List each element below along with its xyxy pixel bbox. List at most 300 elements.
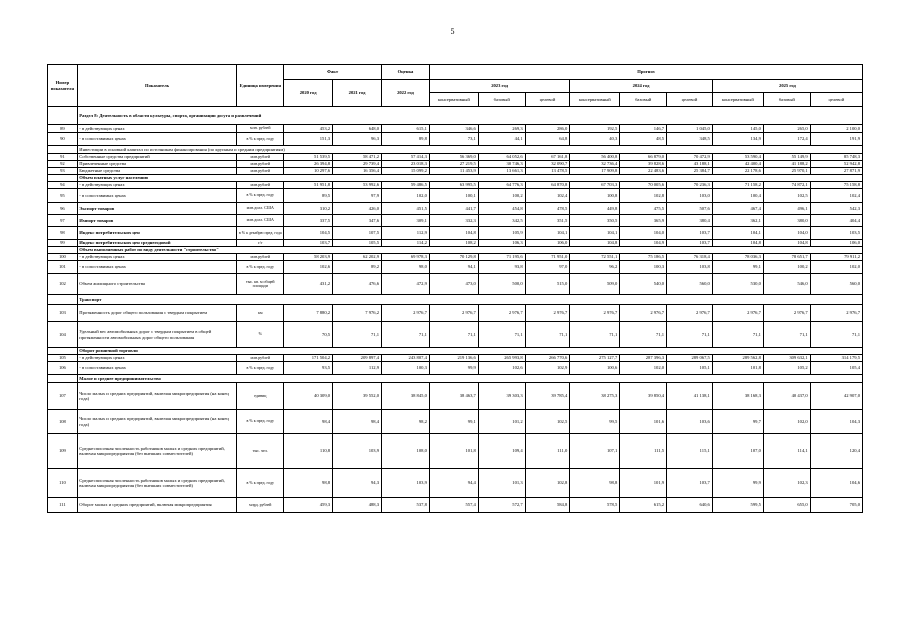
value-cell: 640,6 bbox=[667, 498, 713, 513]
table-row bbox=[48, 469, 863, 498]
unit-cell: млн.долл. США bbox=[237, 215, 284, 227]
value-cell: 103,0 bbox=[667, 189, 713, 203]
value-cell: 78 036,3 bbox=[712, 254, 763, 261]
value-cell: 2 976,7 bbox=[429, 305, 478, 322]
value-cell: 71,1 bbox=[667, 322, 713, 348]
table-row bbox=[48, 125, 863, 133]
value-cell: 102,6 bbox=[284, 261, 333, 274]
value-cell: 23 018,3 bbox=[382, 161, 430, 168]
table-row bbox=[48, 322, 863, 348]
value-cell: 102,9 bbox=[525, 362, 570, 375]
indicator-name: - в действующих ценах bbox=[77, 355, 237, 362]
value-cell: 10 297,6 bbox=[284, 168, 333, 175]
value-cell: 97,9 bbox=[333, 189, 382, 203]
value-cell: 53 992,6 bbox=[333, 182, 382, 189]
value-cell: 26 394,8 bbox=[284, 161, 333, 168]
value-cell: 74 872,1 bbox=[763, 182, 810, 189]
value-cell: 348,5 bbox=[667, 133, 713, 146]
value-cell: 7 880,2 bbox=[284, 305, 333, 322]
value-cell: 380,4 bbox=[667, 215, 713, 227]
value-cell: 93,5 bbox=[284, 362, 333, 375]
row-number: 90 bbox=[48, 133, 78, 146]
table-header bbox=[48, 65, 863, 107]
value-cell: 67 703,3 bbox=[570, 182, 620, 189]
section-title: Объем выполненных работ по виду деятельности "строительство" bbox=[77, 247, 862, 254]
value-cell: 99,9 bbox=[429, 362, 478, 375]
value-cell: 275 127,7 bbox=[570, 355, 620, 362]
value-cell: 655,0 bbox=[763, 498, 810, 513]
table-row bbox=[48, 189, 863, 203]
row-number: 97 bbox=[48, 215, 78, 227]
value-cell: 289 562,8 bbox=[712, 355, 763, 362]
value-cell: 112,9 bbox=[333, 362, 382, 375]
value-cell: 104,5 bbox=[284, 227, 333, 240]
value-cell: 104,9 bbox=[620, 240, 667, 247]
indicator-name: - в действующих ценах bbox=[77, 182, 237, 189]
value-cell: 102,0 bbox=[382, 189, 430, 203]
value-cell: 25 970,1 bbox=[763, 168, 810, 175]
value-cell: 106,0 bbox=[810, 240, 862, 247]
value-cell: 57 414,3 bbox=[382, 154, 430, 161]
value-cell: 478,5 bbox=[525, 203, 570, 215]
value-cell: 99,1 bbox=[429, 410, 478, 434]
value-cell: 584,8 bbox=[525, 498, 570, 513]
value-cell: 380,0 bbox=[763, 215, 810, 227]
value-cell: 13 661,3 bbox=[478, 168, 525, 175]
indicator-name: - в сопоставимых ценах bbox=[77, 133, 237, 146]
row-number: 99 bbox=[48, 240, 78, 247]
value-cell: 104,1 bbox=[570, 227, 620, 240]
value-cell: 89,8 bbox=[382, 133, 430, 146]
header-base: базовый bbox=[763, 93, 810, 107]
row-number: 108 bbox=[48, 410, 78, 434]
section-row bbox=[48, 175, 863, 182]
value-cell: 100,2 bbox=[478, 189, 525, 203]
value-cell: 71,1 bbox=[620, 322, 667, 348]
value-cell: 599,5 bbox=[712, 498, 763, 513]
header-num: Номер показателя bbox=[48, 65, 78, 107]
value-cell: 286,0 bbox=[525, 125, 570, 133]
value-cell: 451,5 bbox=[382, 203, 430, 215]
value-cell: 101,6 bbox=[620, 410, 667, 434]
section-row bbox=[48, 146, 863, 154]
value-cell: 79 911,2 bbox=[810, 254, 862, 261]
unit-cell: млн.рублей bbox=[237, 182, 284, 189]
header-estimate: Оценка bbox=[382, 65, 430, 80]
indicator-name: Удельный вес автомобильных дорог с твердым покрытием в общей протяженности автомобильных дорог общего пользования bbox=[77, 322, 237, 348]
value-cell: 105,9 bbox=[478, 227, 525, 240]
indicator-name: Среднесписочная численность работников малых и средних предприятий, включая микропредприятия (без внешних совместителей) bbox=[77, 469, 237, 498]
value-cell: 98,8 bbox=[570, 469, 620, 498]
value-cell: 38 845,0 bbox=[382, 383, 430, 410]
section-num-cell bbox=[48, 348, 78, 355]
value-cell: 2 976,7 bbox=[382, 305, 430, 322]
value-cell: 110,8 bbox=[284, 434, 333, 469]
value-cell: 75 186,5 bbox=[620, 254, 667, 261]
header-year-2021: 2021 год bbox=[333, 80, 382, 107]
value-cell: 102,3 bbox=[763, 469, 810, 498]
value-cell: 2 976,7 bbox=[712, 305, 763, 322]
value-cell: 58 471,2 bbox=[333, 154, 382, 161]
table-row bbox=[48, 168, 863, 175]
section-num-cell bbox=[48, 175, 78, 182]
value-cell: 346,6 bbox=[429, 125, 478, 133]
value-cell: 103,6 bbox=[667, 410, 713, 434]
value-cell: 7 976,2 bbox=[333, 305, 382, 322]
value-cell: 102,0 bbox=[810, 261, 862, 274]
value-cell: 467,4 bbox=[712, 203, 763, 215]
row-number: 101 bbox=[48, 261, 78, 274]
value-cell: 106,0 bbox=[525, 240, 570, 247]
value-cell: 351,5 bbox=[525, 215, 570, 227]
value-cell: 171 504,2 bbox=[284, 355, 333, 362]
unit-cell: тыс. кв. м общей площади bbox=[237, 274, 284, 295]
table-row bbox=[48, 227, 863, 240]
row-number: 103 bbox=[48, 305, 78, 322]
section-num-cell bbox=[48, 107, 78, 125]
value-cell: 58 203,9 bbox=[284, 254, 333, 261]
row-number: 104 bbox=[48, 322, 78, 348]
value-cell: 103,7 bbox=[667, 240, 713, 247]
table-row bbox=[48, 261, 863, 274]
value-cell: 515,0 bbox=[525, 274, 570, 295]
value-cell: 449,8 bbox=[570, 203, 620, 215]
value-cell: 109,4 bbox=[478, 434, 525, 469]
value-cell: 39 552,0 bbox=[333, 383, 382, 410]
value-cell: 2 976,7 bbox=[478, 305, 525, 322]
section-num-cell bbox=[48, 295, 78, 305]
value-cell: 426,0 bbox=[333, 203, 382, 215]
value-cell: 103,5 bbox=[810, 227, 862, 240]
row-number: 96 bbox=[48, 203, 78, 215]
unit-cell: в % к пред. году bbox=[237, 469, 284, 498]
value-cell: 102,8 bbox=[525, 469, 570, 498]
value-cell: 70 236,3 bbox=[667, 182, 713, 189]
header-conservative: консервативный bbox=[570, 93, 620, 107]
value-cell: 16 356,4 bbox=[333, 168, 382, 175]
value-cell: 454,8 bbox=[478, 203, 525, 215]
unit-cell: в % к декабрю пред. года bbox=[237, 227, 284, 240]
header-year-2025: 2025 год bbox=[712, 80, 862, 93]
value-cell: 102,0 bbox=[763, 410, 810, 434]
value-cell: 51 539,5 bbox=[284, 154, 333, 161]
value-cell: 475,5 bbox=[620, 203, 667, 215]
section-num-cell bbox=[48, 375, 78, 383]
indicator-name: - в сопоставимых ценах bbox=[77, 189, 237, 203]
value-cell: 64 776,3 bbox=[478, 182, 525, 189]
row-number: 110 bbox=[48, 469, 78, 498]
value-cell: 56 400,8 bbox=[570, 154, 620, 161]
unit-cell: млн.рублей bbox=[237, 168, 284, 175]
indicator-name: Собственные средства предприятий bbox=[77, 154, 237, 161]
row-number: 93 bbox=[48, 168, 78, 175]
value-cell: 151,3 bbox=[284, 133, 333, 146]
header-conservative: консервативный bbox=[429, 93, 478, 107]
value-cell: 102,0 bbox=[620, 362, 667, 375]
value-cell: 537,8 bbox=[382, 498, 430, 513]
unit-cell: в % к пред. году bbox=[237, 362, 284, 375]
value-cell: 73,1 bbox=[429, 133, 478, 146]
unit-cell: млрд. рублей bbox=[237, 498, 284, 513]
value-cell: 38 168,3 bbox=[712, 383, 763, 410]
value-cell: 104,8 bbox=[712, 240, 763, 247]
value-cell: 96,3 bbox=[333, 133, 382, 146]
header-year-2022: 2022 год bbox=[382, 80, 430, 107]
value-cell: 44,1 bbox=[478, 133, 525, 146]
value-cell: 101,2 bbox=[478, 410, 525, 434]
value-cell: 441,7 bbox=[429, 203, 478, 215]
section-title: Транспорт bbox=[77, 295, 862, 305]
value-cell: 172,4 bbox=[763, 133, 810, 146]
value-cell: 2 976,7 bbox=[810, 305, 862, 322]
value-cell: 64,8 bbox=[525, 133, 570, 146]
value-cell: 40 437,0 bbox=[763, 383, 810, 410]
value-cell: 27 219,5 bbox=[429, 161, 478, 168]
table-row bbox=[48, 410, 863, 434]
unit-cell: в % к пред. году bbox=[237, 133, 284, 146]
value-cell: 103,9 bbox=[382, 469, 430, 498]
section-num-cell bbox=[48, 247, 78, 254]
value-cell: 76 318,4 bbox=[667, 254, 713, 261]
value-cell: 103,7 bbox=[667, 469, 713, 498]
value-cell: 105,1 bbox=[667, 362, 713, 375]
table-row bbox=[48, 240, 863, 247]
value-cell: 2 100,0 bbox=[810, 125, 862, 133]
value-cell: 145,0 bbox=[712, 125, 763, 133]
value-cell: 101,9 bbox=[620, 469, 667, 498]
value-cell: 560,0 bbox=[810, 274, 862, 295]
unit-cell: г/г bbox=[237, 240, 284, 247]
value-cell: 13 478,5 bbox=[525, 168, 570, 175]
value-cell: 41 188,2 bbox=[763, 161, 810, 168]
value-cell: 72 551,1 bbox=[570, 254, 620, 261]
value-cell: 219 136,6 bbox=[429, 355, 478, 362]
row-number: 105 bbox=[48, 355, 78, 362]
value-cell: 100,8 bbox=[570, 189, 620, 203]
value-cell: 27 871,9 bbox=[810, 168, 862, 175]
row-number: 102 bbox=[48, 274, 78, 295]
indicator-name: Импорт товаров bbox=[77, 215, 237, 227]
section-row bbox=[48, 247, 863, 254]
value-cell: 98,4 bbox=[333, 410, 382, 434]
table-row bbox=[48, 355, 863, 362]
value-cell: 472,9 bbox=[382, 274, 430, 295]
value-cell: 53 590,4 bbox=[712, 154, 763, 161]
value-cell: 365,9 bbox=[620, 215, 667, 227]
value-cell: 404,4 bbox=[810, 215, 862, 227]
value-cell: 105,2 bbox=[763, 362, 810, 375]
table-row bbox=[48, 215, 863, 227]
value-cell: 39 785,4 bbox=[525, 383, 570, 410]
header-name: Показатель bbox=[77, 65, 237, 107]
unit-cell: млн.рублей bbox=[237, 355, 284, 362]
value-cell: 108,2 bbox=[429, 240, 478, 247]
value-cell: 332,3 bbox=[429, 215, 478, 227]
value-cell: 100,1 bbox=[429, 189, 478, 203]
value-cell: 64 052,6 bbox=[478, 154, 525, 161]
value-cell: 269,3 bbox=[478, 125, 525, 133]
value-cell: 705,0 bbox=[810, 498, 862, 513]
value-cell: 25 384,7 bbox=[667, 168, 713, 175]
value-cell: 99,7 bbox=[712, 410, 763, 434]
value-cell: 104,1 bbox=[525, 227, 570, 240]
table-row bbox=[48, 498, 863, 513]
indicator-name: Протяженность дорог общего пользования с твердым покрытием bbox=[77, 305, 237, 322]
unit-cell: млн.долл. США bbox=[237, 203, 284, 215]
header-target: целевой bbox=[810, 93, 862, 107]
value-cell: 111,5 bbox=[620, 434, 667, 469]
value-cell: 2 976,7 bbox=[570, 305, 620, 322]
header-year-2020: 2020 год bbox=[284, 80, 333, 107]
value-cell: 362,1 bbox=[712, 215, 763, 227]
value-cell: 70,5 bbox=[284, 322, 333, 348]
header-base: базовый bbox=[620, 93, 667, 107]
value-cell: 71 951,0 bbox=[525, 254, 570, 261]
value-cell: 309 632,1 bbox=[763, 355, 810, 362]
value-cell: 473,0 bbox=[429, 274, 478, 295]
value-cell: 99,9 bbox=[712, 469, 763, 498]
value-cell: 42 907,0 bbox=[810, 383, 862, 410]
value-cell: 488,3 bbox=[333, 498, 382, 513]
value-cell: 309,1 bbox=[382, 215, 430, 227]
value-cell: 105,5 bbox=[333, 240, 382, 247]
value-cell: 104,8 bbox=[429, 227, 478, 240]
value-cell: 191,9 bbox=[810, 133, 862, 146]
value-cell: 99,5 bbox=[570, 410, 620, 434]
table-body bbox=[48, 107, 863, 513]
table-row bbox=[48, 154, 863, 161]
indicator-name: - в сопоставимых ценах bbox=[77, 261, 237, 274]
header-unit: Единица измерения bbox=[237, 65, 284, 107]
value-cell: 94,3 bbox=[333, 469, 382, 498]
value-cell: 2 976,7 bbox=[763, 305, 810, 322]
section-row bbox=[48, 295, 863, 305]
value-cell: 287 396,3 bbox=[620, 355, 667, 362]
value-cell: 507,6 bbox=[667, 203, 713, 215]
value-cell: 100,3 bbox=[382, 362, 430, 375]
row-number: 98 bbox=[48, 227, 78, 240]
value-cell: 572,7 bbox=[478, 498, 525, 513]
value-cell: 266 770,6 bbox=[525, 355, 570, 362]
value-cell: 64 870,8 bbox=[525, 182, 570, 189]
row-number: 95 bbox=[48, 189, 78, 203]
header-base: базовый bbox=[478, 93, 525, 107]
header-year-2023: 2023 год bbox=[429, 80, 569, 93]
value-cell: 63 995,5 bbox=[429, 182, 478, 189]
value-cell: 103,9 bbox=[333, 434, 382, 469]
table-row bbox=[48, 203, 863, 215]
value-cell: 104,8 bbox=[763, 240, 810, 247]
table-row bbox=[48, 161, 863, 168]
row-number: 109 bbox=[48, 434, 78, 469]
unit-cell: % bbox=[237, 322, 284, 348]
value-cell: 69 978,3 bbox=[382, 254, 430, 261]
table-row bbox=[48, 434, 863, 469]
unit-cell: млн. рублей bbox=[237, 125, 284, 133]
section-title: Раздел 8: Деятельность в области культуры, спорта, организации досуга и развлечений bbox=[77, 107, 862, 125]
indicator-name: - в сопоставимых ценах bbox=[77, 362, 237, 375]
indicator-name: - в действующих ценах bbox=[77, 254, 237, 261]
value-cell: 71,1 bbox=[810, 322, 862, 348]
header-fact: Факт bbox=[284, 65, 382, 80]
row-number: 100 bbox=[48, 254, 78, 261]
value-cell: 66 879,0 bbox=[620, 154, 667, 161]
value-cell: 48,5 bbox=[620, 133, 667, 146]
header-conservative: консервативный bbox=[712, 93, 763, 107]
value-cell: 17 909,8 bbox=[570, 168, 620, 175]
value-cell: 540,0 bbox=[620, 274, 667, 295]
section-title: Объем платных услуг населению bbox=[77, 175, 862, 182]
section-row bbox=[48, 348, 863, 355]
value-cell: 104,0 bbox=[763, 227, 810, 240]
value-cell: 67 161,8 bbox=[525, 154, 570, 161]
row-number: 111 bbox=[48, 498, 78, 513]
unit-cell: млн.рублей bbox=[237, 254, 284, 261]
value-cell: 98,4 bbox=[284, 410, 333, 434]
value-cell: 337,5 bbox=[284, 215, 333, 227]
value-cell: 112,9 bbox=[382, 227, 430, 240]
value-cell: 29 739,4 bbox=[333, 161, 382, 168]
value-cell: 71,1 bbox=[570, 322, 620, 348]
value-cell: 265,0 bbox=[763, 125, 810, 133]
value-cell: 39 828,6 bbox=[620, 161, 667, 168]
value-cell: 102,5 bbox=[525, 410, 570, 434]
value-cell: 55 149,9 bbox=[763, 154, 810, 161]
row-number: 94 bbox=[48, 182, 78, 189]
value-cell: 509,0 bbox=[570, 274, 620, 295]
value-cell: 70 005,6 bbox=[620, 182, 667, 189]
value-cell: 42 400,4 bbox=[712, 161, 763, 168]
value-cell: 71,1 bbox=[429, 322, 478, 348]
value-cell: 615,1 bbox=[382, 125, 430, 133]
value-cell: 70 129,8 bbox=[429, 254, 478, 261]
section-title: Инвестиции в основной капитал по источникам финансирования (по крупным и средним предприятиям) bbox=[77, 146, 862, 154]
indicator-name: Объем жилищного строительства bbox=[77, 274, 237, 295]
indicator-name: Индекс потребительских цен среднегодовой bbox=[77, 240, 237, 247]
value-cell: 97,0 bbox=[525, 261, 570, 274]
value-cell: 542,3 bbox=[810, 203, 862, 215]
row-number: 92 bbox=[48, 161, 78, 168]
value-cell: 103,8 bbox=[667, 261, 713, 274]
table-row bbox=[48, 383, 863, 410]
value-cell: 71,1 bbox=[712, 322, 763, 348]
section-title: Малое и среднее предпринимательство bbox=[77, 375, 862, 383]
value-cell: 114,2 bbox=[382, 240, 430, 247]
value-cell: 2 976,7 bbox=[620, 305, 667, 322]
forecast-table bbox=[47, 64, 863, 513]
value-cell: 557,4 bbox=[429, 498, 478, 513]
value-cell: 101,8 bbox=[712, 362, 763, 375]
value-cell: 38 463,7 bbox=[429, 383, 478, 410]
value-cell: 39 303,3 bbox=[478, 383, 525, 410]
value-cell: 310,2 bbox=[284, 203, 333, 215]
value-cell: 62 202,9 bbox=[333, 254, 382, 261]
section-row bbox=[48, 107, 863, 125]
table-row bbox=[48, 362, 863, 375]
value-cell: 39 850,4 bbox=[620, 383, 667, 410]
indicator-name: Бюджетные средства bbox=[77, 168, 237, 175]
row-number: 89 bbox=[48, 125, 78, 133]
value-cell: 1 045,0 bbox=[667, 125, 713, 133]
value-cell: 52 942,8 bbox=[810, 161, 862, 168]
value-cell: 11 453,9 bbox=[429, 168, 478, 175]
value-cell: 41 138,1 bbox=[667, 383, 713, 410]
value-cell: 15 099,2 bbox=[382, 168, 430, 175]
value-cell: 100,2 bbox=[763, 261, 810, 274]
unit-cell: в % к пред. году bbox=[237, 261, 284, 274]
value-cell: 114,1 bbox=[763, 434, 810, 469]
value-cell: 38 275,3 bbox=[570, 383, 620, 410]
